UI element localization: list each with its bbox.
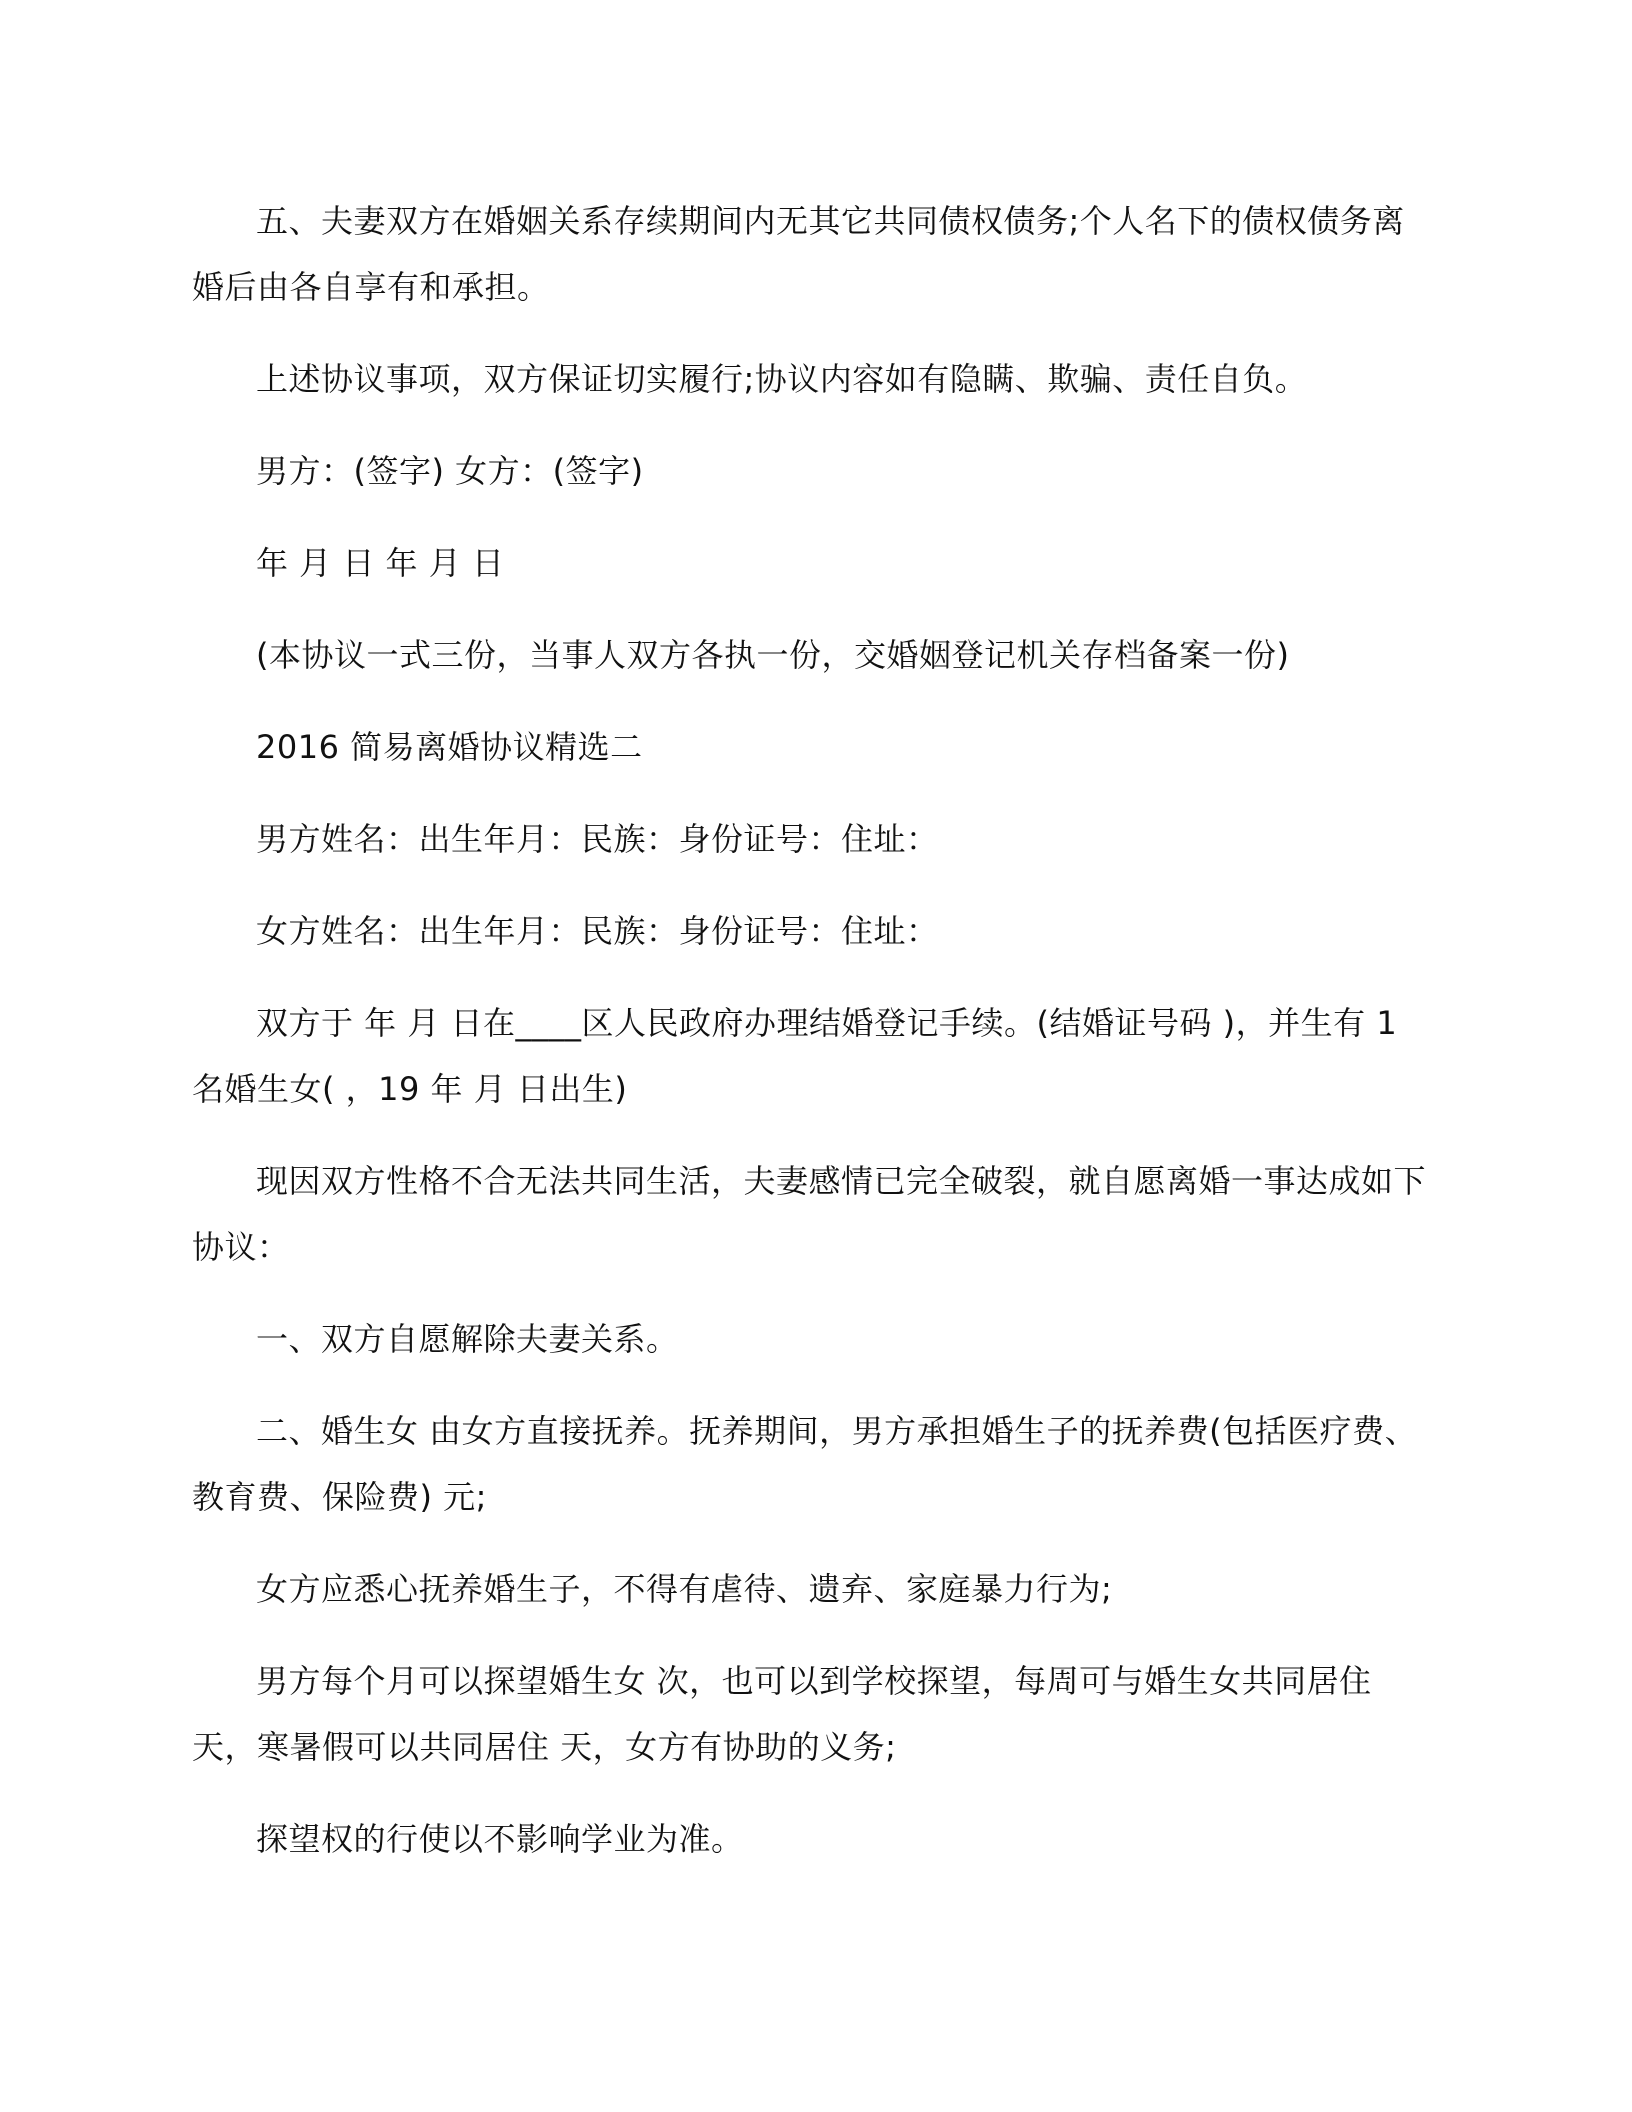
clause-one: 一、双方自愿解除夫妻关系。	[256, 1320, 679, 1358]
paragraph-reason: 现因双方性格不合无法共同生活，夫妻感情已完全破裂，就自愿离婚一事达成如下协议：	[192, 1162, 1427, 1266]
paragraph-copies-note: (本协议一式三份，当事人双方各执一份，交婚姻登记机关存档备案一份)	[256, 636, 1290, 674]
paragraph-debts: 五、夫妻双方在婚姻关系存续期间内无其它共同债权债务;个人名下的债权债务离婚后由各自享有和承担。	[192, 202, 1405, 306]
paragraph-guarantee: 上述协议事项，双方保证切实履行;协议内容如有隐瞒、欺骗、责任自负。	[256, 360, 1308, 398]
paragraph-female-duty: 女方应悉心抚养婚生子，不得有虐待、遗弃、家庭暴力行为;	[256, 1570, 1113, 1608]
paragraph-female-info: 女方姓名：出生年月：民族：身份证号：住址：	[256, 912, 939, 950]
document-page	[192, 188, 1432, 1872]
paragraph-visitation-rule: 探望权的行使以不影响学业为准。	[256, 1820, 744, 1858]
paragraph-dates: 年 月 日 年 月 日	[256, 544, 505, 582]
section-title: 2016 简易离婚协议精选二	[256, 728, 643, 766]
paragraph-male-info: 男方姓名：出生年月：民族：身份证号：住址：	[256, 820, 939, 858]
paragraph-signatures: 男方：(签字) 女方：(签字)	[256, 452, 644, 490]
clause-two: 二、婚生女 由女方直接抚养。抚养期间，男方承担婚生子的抚养费(包括医疗费、教育费、保险费) 元;	[192, 1412, 1418, 1516]
paragraph-marriage-registration: 双方于 年 月 日在____区人民政府办理结婚登记手续。(结婚证号码 )，并生有 1 名婚生女( ，19 年 月 日出生)	[192, 1004, 1398, 1108]
paragraph-visitation: 男方每个月可以探望婚生女 次，也可以到学校探望，每周可与婚生女共同居住 天，寒暑假可以共同居住 天，女方有协助的义务;	[192, 1662, 1372, 1766]
